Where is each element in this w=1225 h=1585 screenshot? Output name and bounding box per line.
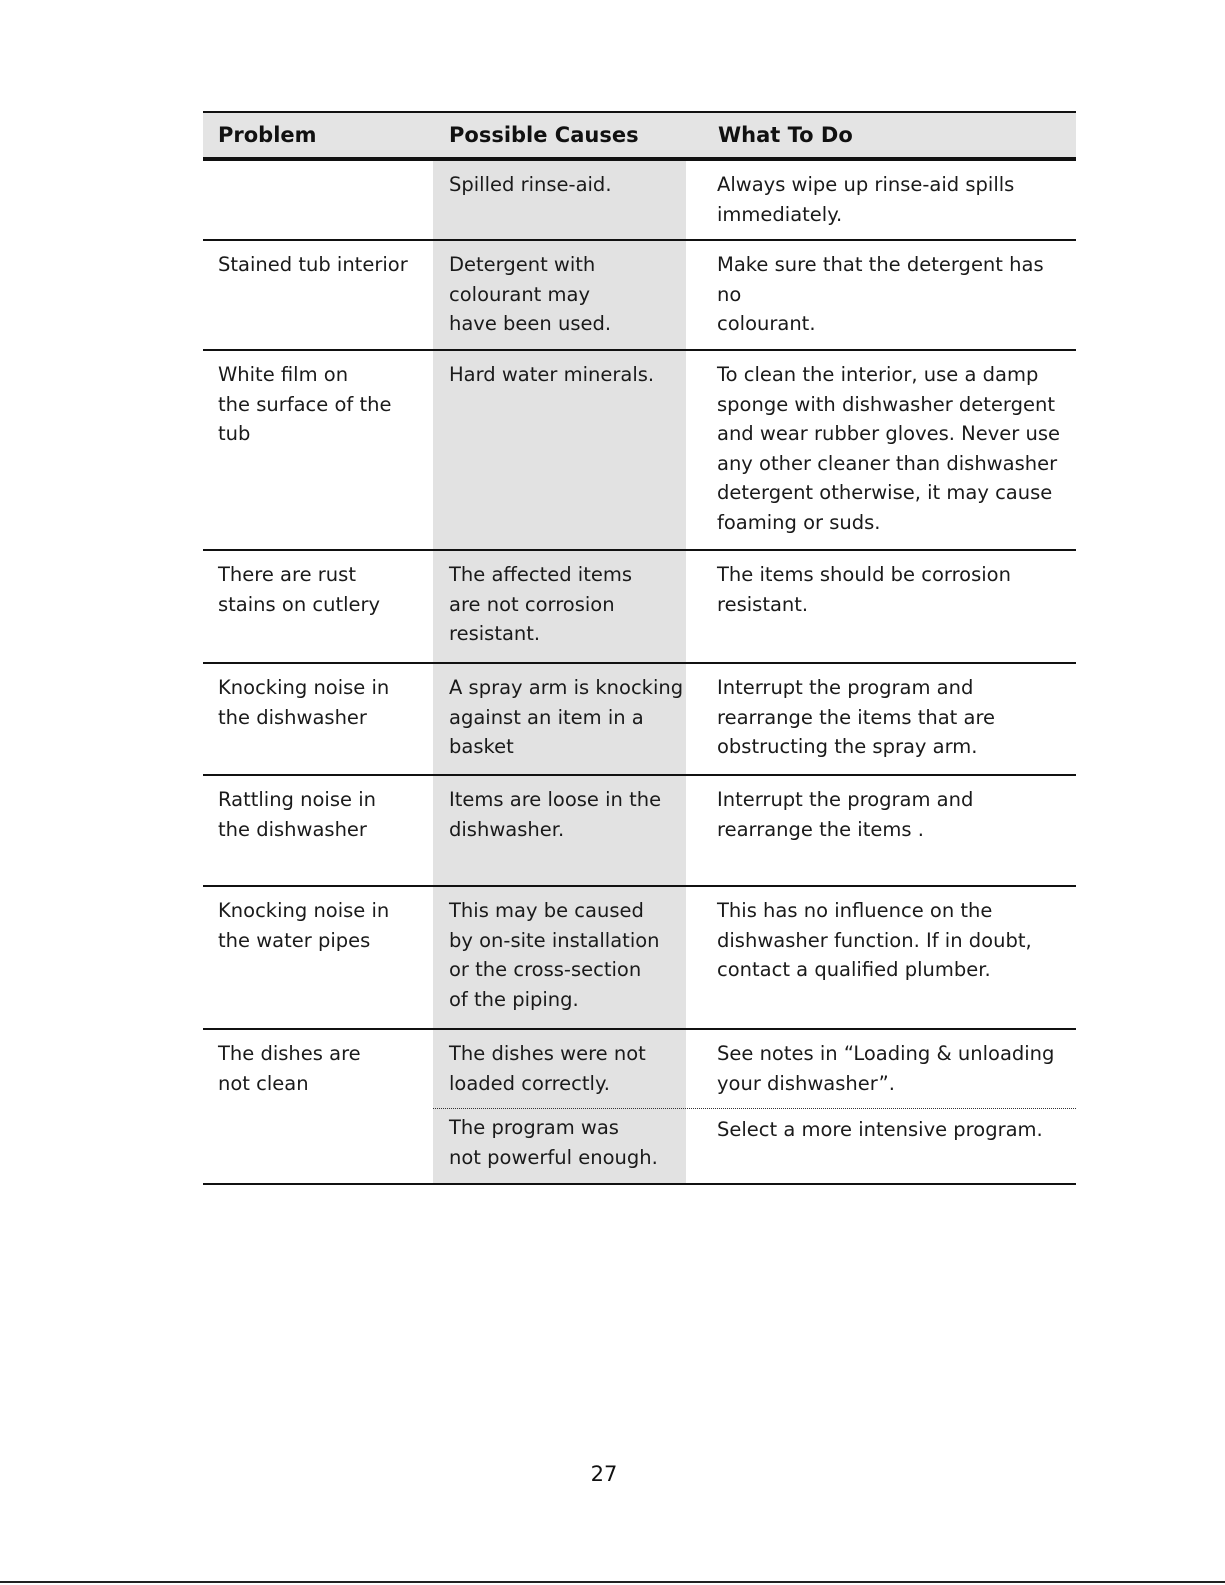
action-cell: Select a more intensive program.: [717, 1118, 1043, 1141]
cause-cell: Detergent with colourant may have been used.: [449, 253, 612, 335]
cause-cell: This may be caused by on-site installation or the cross-section of the piping.: [449, 899, 660, 1011]
problem-cell: Knocking noise in the dishwasher: [218, 676, 390, 729]
action-cell: Always wipe up rinse-aid spills immediately.: [717, 173, 1015, 226]
cause-entry: [203, 1030, 1076, 1108]
table-row: [203, 776, 1076, 887]
cause-cell: The dishes were not loaded correctly.: [449, 1042, 646, 1095]
table-row: [203, 161, 1076, 241]
table-row: [203, 551, 1076, 664]
table-row: [203, 351, 1076, 551]
header-what-to-do: What To Do: [718, 123, 853, 147]
dotted-divider: [433, 1108, 1076, 1109]
action-cell: See notes in “Loading & unloading your dishwasher”.: [717, 1042, 1055, 1095]
cause-entry: [203, 1110, 1076, 1183]
problem-cell: White film on the surface of the tub: [218, 363, 392, 445]
header-possible-causes: Possible Causes: [449, 123, 639, 147]
action-cell: The items should be corrosion resistant.: [717, 563, 1011, 616]
table-row: [203, 1030, 1076, 1185]
problem-cell: The dishes are not clean: [218, 1042, 361, 1095]
table-row: [203, 664, 1076, 776]
action-cell: Interrupt the program and rearrange the items .: [717, 788, 974, 841]
table-header: [203, 113, 1076, 161]
cause-cell: Spilled rinse-aid.: [449, 173, 612, 196]
problem-cell: Stained tub interior: [218, 253, 408, 276]
action-cell: Make sure that the detergent has no colourant.: [717, 253, 1044, 335]
header-problem: Problem: [218, 123, 317, 147]
cause-cell: The program was not powerful enough.: [449, 1116, 658, 1169]
problem-cell: There are rust stains on cutlery: [218, 563, 381, 616]
problem-cell: Knocking noise in the water pipes: [218, 899, 390, 952]
action-cell: This has no influence on the dishwasher function. If in doubt, contact a qualified plumber.: [717, 899, 1032, 981]
action-cell: Interrupt the program and rearrange the items that are obstructing the spray arm.: [717, 676, 996, 758]
table-row: [203, 887, 1076, 1030]
cause-cell: The affected items are not corrosion resistant.: [449, 563, 633, 645]
action-cell: To clean the interior, use a damp sponge with dishwasher detergent and wear rubber gloves. Never use any other cleaner than dishwasher detergent otherwise, it may cause foaming or suds.: [717, 363, 1061, 534]
cause-cell: A spray arm is knocking against an item in a basket: [449, 676, 684, 758]
cause-cell: Hard water minerals.: [449, 363, 655, 386]
table-row: [203, 241, 1076, 351]
page-number: 27: [590, 1462, 618, 1486]
problem-cell: Rattling noise in the dishwasher: [218, 788, 376, 841]
cause-cell: Items are loose in the dishwasher.: [449, 788, 662, 841]
page-bottom-rule: [0, 1581, 1225, 1583]
troubleshooting-table: [203, 111, 1076, 1185]
